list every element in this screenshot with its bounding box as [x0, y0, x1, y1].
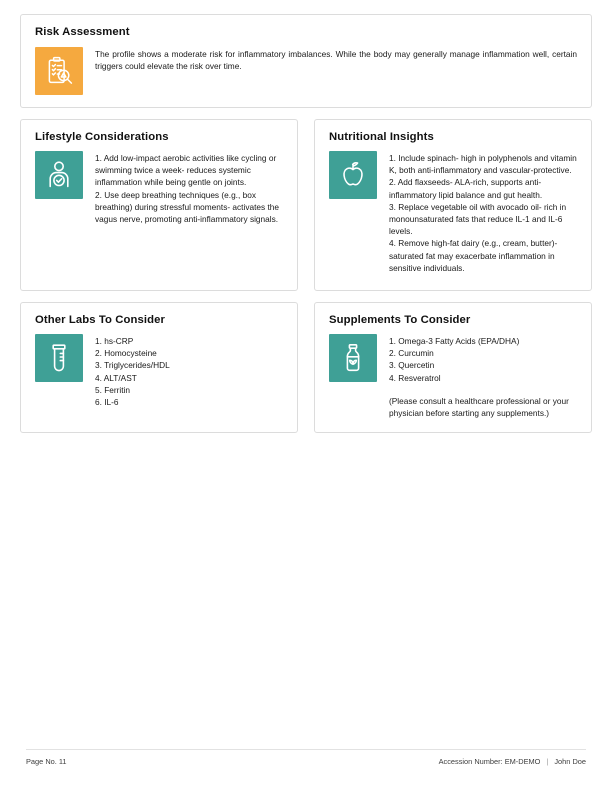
list-item: 3. Replace vegetable oil with avocado oil- rich in monounsaturated fats that reduce IL-1 and IL-6 levels.: [389, 201, 567, 237]
footer-patient-name: John Doe: [554, 757, 586, 766]
lifestyle-nutrition-row: [20, 119, 592, 291]
other-labs-text: [95, 334, 283, 408]
list-item: 1. Include spinach- high in polyphenols and vitamin K, both anti-inflammatory and vascular-protective.: [389, 153, 577, 176]
risk-assessment-title: Risk Assessment: [35, 26, 130, 38]
other-labs-list: [95, 334, 283, 408]
lifestyle-considerations-body: [35, 151, 283, 225]
test-tube-icon: [35, 334, 83, 382]
other-labs-body: [35, 334, 283, 408]
supplements-list: [389, 334, 577, 384]
footer-right-group: [439, 757, 586, 766]
list-item: 1. Add low-impact aerobic activities like cycling or swimming twice a week- reduces systemic inflammation while being gentle on joints.: [95, 153, 277, 188]
list-item: 3. Quercetin: [389, 360, 435, 371]
list-item: 3. Triglycerides/HDL: [95, 360, 170, 371]
nutritional-insights-title: Nutritional Insights: [329, 130, 434, 143]
risk-assessment-paragraph: The profile shows a moderate risk for inflammatory imbalances. While the body may generally manage inflammation well, certain triggers could elevate the risk over time.: [95, 48, 577, 71]
list-item: 2. Add flaxseeds- ALA-rich, supports anti-inflammatory lipid balance and gut health.: [389, 177, 543, 200]
list-item: 2. Curcumin: [389, 348, 434, 359]
list-item: 4. Resveratrol: [389, 372, 441, 383]
apple-icon: [329, 151, 377, 199]
list-item: 1. hs-CRP: [95, 336, 134, 347]
lifestyle-considerations-list: [95, 151, 283, 225]
supplements-text: [389, 334, 577, 419]
list-item: 2. Homocysteine: [95, 348, 157, 359]
clipboard-magnifier-warning-icon: [35, 47, 83, 95]
list-item: 4. Remove high-fat dairy (e.g., cream, butter)- saturated fat may exacerbate inflammation in sensitive individuals.: [389, 238, 558, 273]
supplements-body: [329, 334, 577, 419]
other-labs-card: [20, 302, 298, 433]
nutritional-insights-body: [329, 151, 577, 274]
list-item: 1. Omega-3 Fatty Acids (EPA/DHA): [389, 336, 520, 347]
lifestyle-considerations-title: Lifestyle Considerations: [35, 130, 169, 143]
nutritional-insights-text: [389, 151, 577, 274]
list-item: 4. ALT/AST: [95, 372, 137, 383]
lifestyle-considerations-text: [95, 151, 283, 225]
footer-separator: |: [546, 757, 549, 766]
supplement-bottle-icon: [329, 334, 377, 382]
supplements-card: [314, 302, 592, 433]
risk-assessment-card: [20, 14, 592, 108]
list-item: 5. Ferritin: [95, 384, 131, 395]
person-check-icon: [35, 151, 83, 199]
page-footer: [26, 749, 586, 766]
supplements-title: Supplements To Consider: [329, 313, 471, 326]
labs-supplements-row: [20, 302, 592, 433]
risk-assessment-row: [20, 14, 592, 108]
list-item: 6. IL-6: [95, 397, 119, 408]
list-item: 2. Use deep breathing techniques (e.g., box breathing) during stressful moments- activates the vagus nerve, promoting anti-inflammatory signals.: [95, 189, 279, 225]
nutritional-insights-card: [314, 119, 592, 291]
lifestyle-considerations-card: [20, 119, 298, 291]
footer-accession-number: Accession Number: EM-DEMO: [438, 757, 541, 766]
risk-assessment-body: [35, 47, 577, 95]
other-labs-title: Other Labs To Consider: [35, 313, 166, 326]
nutritional-insights-list: [389, 151, 577, 274]
footer-page-number: Page No. 11: [26, 757, 67, 766]
supplements-disclaimer: (Please consult a healthcare professional or your physician before starting any supplements.): [389, 395, 569, 419]
risk-assessment-text: [95, 47, 577, 72]
